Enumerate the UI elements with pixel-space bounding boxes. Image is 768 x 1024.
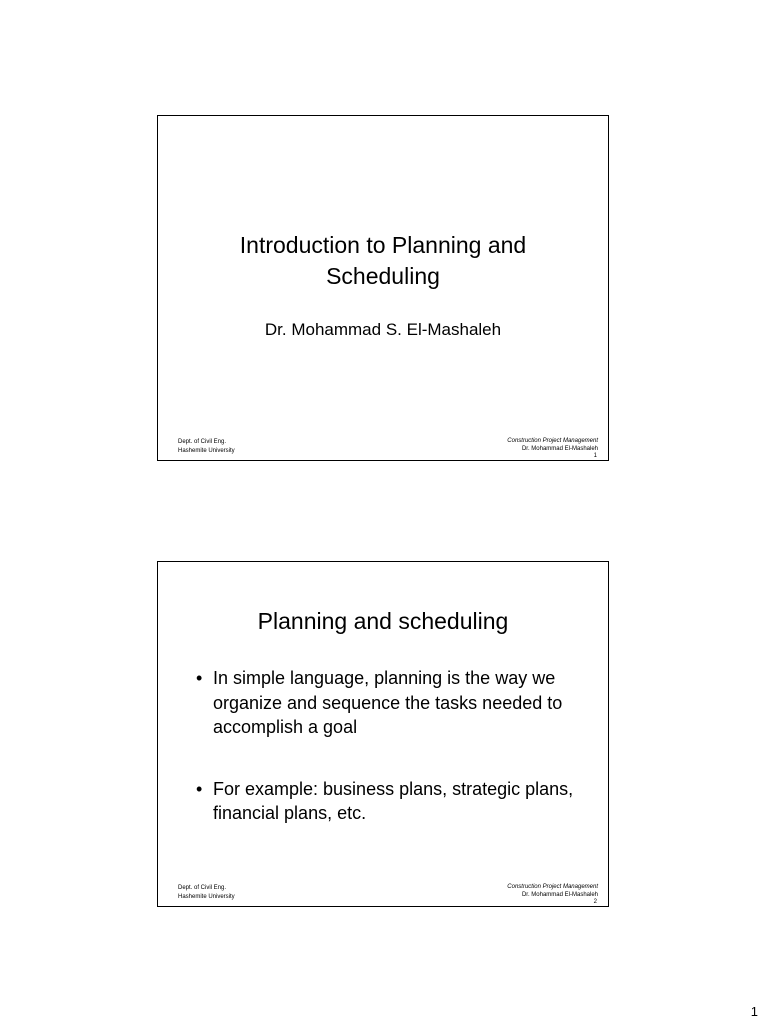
footer-university: Hashemite University — [178, 448, 235, 454]
bullet-list — [196, 666, 596, 863]
slide-footer-left — [178, 438, 235, 456]
footer-department: Dept. of Civil Eng. — [178, 885, 227, 891]
slide-footer-left — [178, 884, 235, 902]
slide-title-line-1: Introduction to Planning and — [239, 232, 527, 258]
slide-title-line-2: Scheduling — [326, 263, 440, 289]
slide-2 — [157, 561, 609, 907]
slide-title — [158, 230, 608, 292]
slide-number: 1 — [593, 453, 597, 459]
bullet-marker: • — [196, 778, 203, 799]
footer-author: Dr. Mohammad El-Mashaleh — [521, 446, 598, 452]
bullet-text: In simple language, planning is the way we organize and sequence the tasks needed to accomplish a goal — [213, 668, 563, 737]
footer-author: Dr. Mohammad El-Mashaleh — [521, 892, 598, 898]
slide-footer-right — [507, 437, 598, 453]
bullet-item — [196, 666, 596, 740]
footer-university: Hashemite University — [178, 894, 235, 900]
slide-footer-right — [507, 883, 598, 899]
slide-1 — [157, 115, 609, 461]
slide-subtitle: Dr. Mohammad S. El-Mashaleh — [264, 320, 502, 339]
bullet-marker: • — [196, 668, 203, 688]
footer-course: Construction Project Management — [507, 884, 598, 890]
slide-number: 2 — [593, 899, 597, 905]
footer-department: Dept. of Civil Eng. — [178, 439, 227, 445]
bullet-text: For example: business plans, strategic plans, financial plans, etc. — [213, 778, 574, 823]
bullet-item — [196, 777, 596, 826]
footer-course: Construction Project Management — [507, 438, 598, 444]
page-number: 1 — [750, 1004, 758, 1019]
slide-title: Planning and scheduling — [257, 608, 509, 634]
